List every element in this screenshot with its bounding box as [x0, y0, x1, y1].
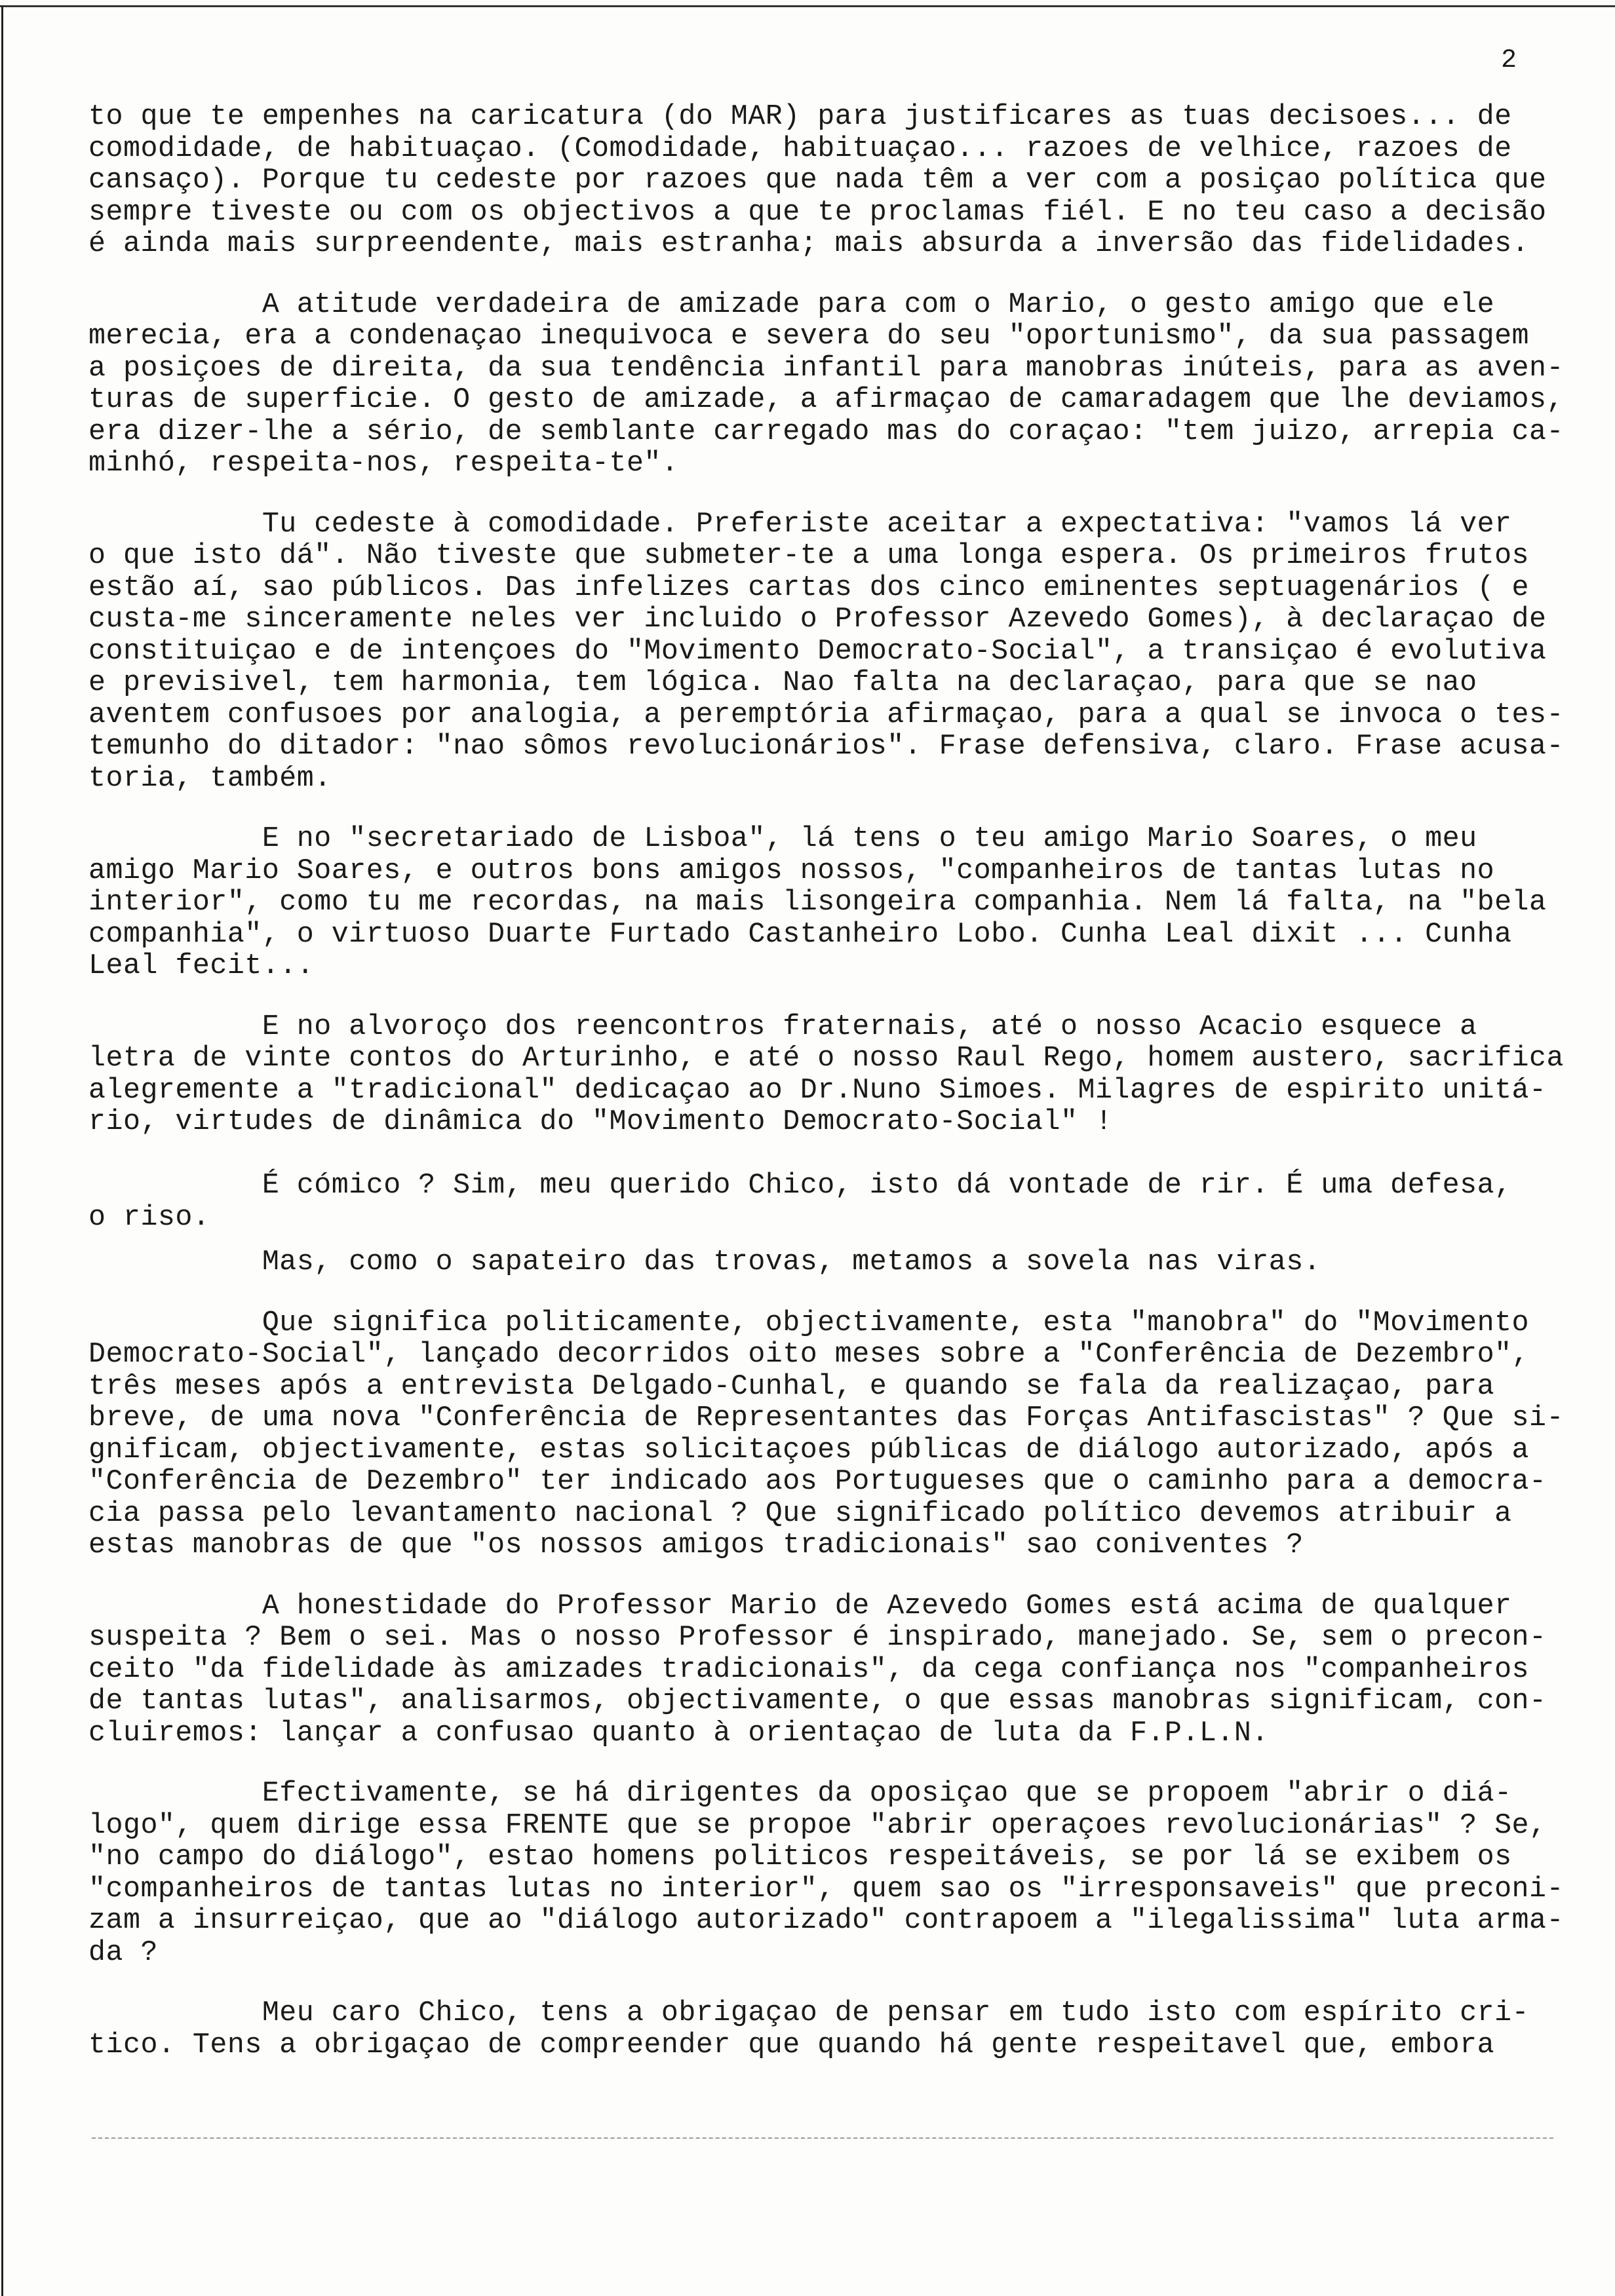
text-line: é ainda mais surpreendente, mais estranha; mais absurda a inversão das fidelidades. [88, 228, 1530, 260]
paragraph-gap [88, 1279, 1550, 1308]
paragraph [88, 824, 1550, 983]
text-line: A honestidade do Professor Mario de Azevedo Gomes está acima de qualquer [88, 1590, 1512, 1622]
text-line: o riso. [88, 1201, 210, 1234]
paragraph [88, 1247, 1550, 1279]
text-line: letra de vinte contos do Arturinho, e até o nosso Raul Rego, homem austero, sacrifica [88, 1043, 1565, 1075]
text-line: zam a insurreiçao, que ao "diálogo autorizado" contrapoem a "ilegalissima" luta arma- [88, 1905, 1565, 1937]
text-line: custa-me sinceramente neles ver incluido o Professor Azevedo Gomes), à declaraçao de [88, 603, 1547, 636]
paragraph-gap [88, 1234, 1550, 1247]
paragraph [88, 1010, 1565, 1234]
letter-body [88, 101, 1565, 2061]
page-left-edge [1, 5, 3, 2296]
text-line: Leal fecit... [88, 950, 315, 982]
text-line: "companheiros de tantas lutas no interior", quem sao os "irresponsaveis" que preconi- [88, 1873, 1565, 1905]
text-line: alegremente a "tradicional" dedicaçao ao Dr.Nuno Simoes. Milagres de espirito unitá- [88, 1074, 1547, 1107]
page-top-edge [0, 5, 1615, 7]
text-line: e previsivel, tem harmonia, tem lógica. Nao falta na declaraçao, para que se nao [88, 667, 1477, 699]
text-line: minhó, respeita-nos, respeita-te". [88, 448, 679, 480]
text-line: suspeita ? Bem o sei. Mas o nosso Professor é inspirado, manejado. Se, sem o precon- [88, 1622, 1547, 1654]
paragraph-gap [88, 1562, 1550, 1591]
text-line: gnificam, objectivamente, estas solicitaçoes públicas de diálogo autorizado, após a [88, 1434, 1530, 1466]
text-line: comodidade, de habituaçao. (Comodidade, habituaçao... razoes de velhice, razoes de [88, 132, 1512, 165]
text-line: temunho do ditador: "nao sômos revolucionários". Frase defensiva, claro. Frase acusa- [88, 731, 1565, 763]
text-line: turas de superficie. O gesto de amizade, a afirmaçao de camaradagem que lhe deviamos, [88, 384, 1565, 416]
text-line: o que isto dá". Não tiveste que submeter-te a uma longa espera. Os primeiros frutos [88, 540, 1530, 572]
paragraph-gap [88, 1750, 1550, 1778]
text-line: Efectivamente, se há dirigentes da oposiçao que se propoem "abrir o diá- [88, 1778, 1512, 1810]
paragraph-gap [88, 795, 1550, 824]
text-line: aventem confusoes por analogia, a peremptória afirmaçao, para a qual se invoca o tes- [88, 698, 1565, 731]
text-line: sempre tiveste ou com os objectivos a que te proclamas fiél. E no teu caso a decisão [88, 196, 1547, 229]
paragraph [88, 102, 1550, 261]
text-line: Tu cedeste à comodidade. Preferiste aceitar a expectativa: "vamos lá ver [88, 508, 1512, 541]
text-line: três meses após a entrevista Delgado-Cunhal, e quando se fala da realizaçao, para [88, 1370, 1495, 1403]
paragraph-gap [88, 983, 1550, 1012]
text-line: E no alvoroço dos reencontros fraternais, até o nosso Acacio esquece a [88, 1010, 1477, 1043]
paragraph-gap [88, 480, 1550, 509]
text-line: E no "secretariado de Lisboa", lá tens o teu amigo Mario Soares, o meu [88, 823, 1477, 855]
text-line: rio, virtudes de dinâmica do "Movimento Democrato-Social" ! [88, 1106, 1113, 1138]
text-line: era dizer-lhe a sério, de semblante carregado mas do coraçao: "tem juizo, arrepia ca- [88, 415, 1565, 448]
footer-dashed-rule [92, 2137, 1553, 2139]
text-line: É cómico ? Sim, meu querido Chico, isto dá vontade de rir. É uma defesa, [88, 1170, 1512, 1202]
text-line: ceito "da fidelidade às amizades tradicionais", da cega confiança nos "companheiros [88, 1653, 1530, 1686]
text-line: Que significa politicamente, objectivamente, esta "manobra" do "Movimento [88, 1307, 1530, 1339]
text-line: estão aí, sao públicos. Das infelizes cartas dos cinco eminentes septuagenários ( e [88, 571, 1530, 604]
text-line: de tantas lutas", analisarmos, objectivamente, o que essas manobras significam, con- [88, 1685, 1547, 1717]
paragraph [88, 508, 1565, 795]
paragraph-gap [88, 1969, 1550, 1998]
text-line: merecia, era a condenaçao inequivoca e severa do seu "oportunismo", da sua passagem [88, 320, 1530, 353]
paragraph [88, 1998, 1550, 2061]
paragraph [88, 1778, 1565, 1969]
text-line: cia passa pelo levantamento nacional ? Que significado político devemos atribuir a [88, 1497, 1512, 1530]
text-line: Meu caro Chico, tens a obrigaçao de pensar em tudo isto com espírito cri- [88, 1997, 1530, 2029]
text-line: estas manobras de que "os nossos amigos tradicionais" sao coniventes ? [88, 1529, 1304, 1561]
text-line: breve, de uma nova "Conferência de Representantes das Forças Antifascistas" ? Que si- [88, 1402, 1565, 1434]
text-line: to que te empenhes na caricatura (do MAR) para justificares as tuas decisoes... de [88, 101, 1512, 133]
text-line: Mas, como o sapateiro das trovas, metamos a sovela nas viras. [88, 1246, 1321, 1278]
text-line: toria, também. [88, 762, 332, 795]
paragraph [88, 1591, 1550, 1750]
text-line: da ? [88, 1936, 158, 1969]
text-line: A atitude verdadeira de amizade para com o Mario, o gesto amigo que ele [88, 288, 1495, 321]
paragraph-gap [88, 261, 1550, 290]
text-line: constituiçao e de intençoes do "Movimento Democrato-Social", a transiçao é evolutiva [88, 635, 1547, 668]
paragraph [88, 288, 1565, 480]
text-line: companhia", o virtuoso Duarte Furtado Castanheiro Lobo. Cunha Leal dixit ... Cunha [88, 918, 1512, 951]
text-line: Democrato-Social", lançado decorridos oito meses sobre a "Conferência de Dezembro", [88, 1339, 1530, 1371]
paragraph [88, 1307, 1565, 1562]
text-line: tico. Tens a obrigaçao de compreender que quando há gente respeitavel que, embora [88, 2029, 1495, 2061]
page-number: 2 [1501, 46, 1518, 75]
text-line: "no campo do diálogo", estao homens politicos respeitáveis, se por lá se exibem os [88, 1841, 1512, 1873]
text-line: cluiremos: lançar a confusao quanto à orientaçao de luta da F.P.L.N. [88, 1717, 1269, 1750]
text-line [88, 1139, 1550, 1171]
text-line: interior", como tu me recordas, na mais lisongeira companhia. Nem lá falta, na "bela [88, 887, 1547, 919]
text-line: amigo Mario Soares, e outros bons amigos nossos, "companheiros de tantas lutas no [88, 854, 1495, 887]
text-line: a posiçoes de direita, da sua tendência infantil para manobras inúteis, para as aven- [88, 352, 1565, 385]
text-line: cansaço). Porque tu cedeste por razoes que nada têm a ver com a posiçao política que [88, 164, 1547, 197]
text-line: logo", quem dirige essa FRENTE que se propoe "abrir operaçoes revolucionárias" ? Se, [88, 1809, 1547, 1842]
text-line: "Conferência de Dezembro" ter indicado aos Portugueses que o caminho para a democra- [88, 1466, 1547, 1498]
